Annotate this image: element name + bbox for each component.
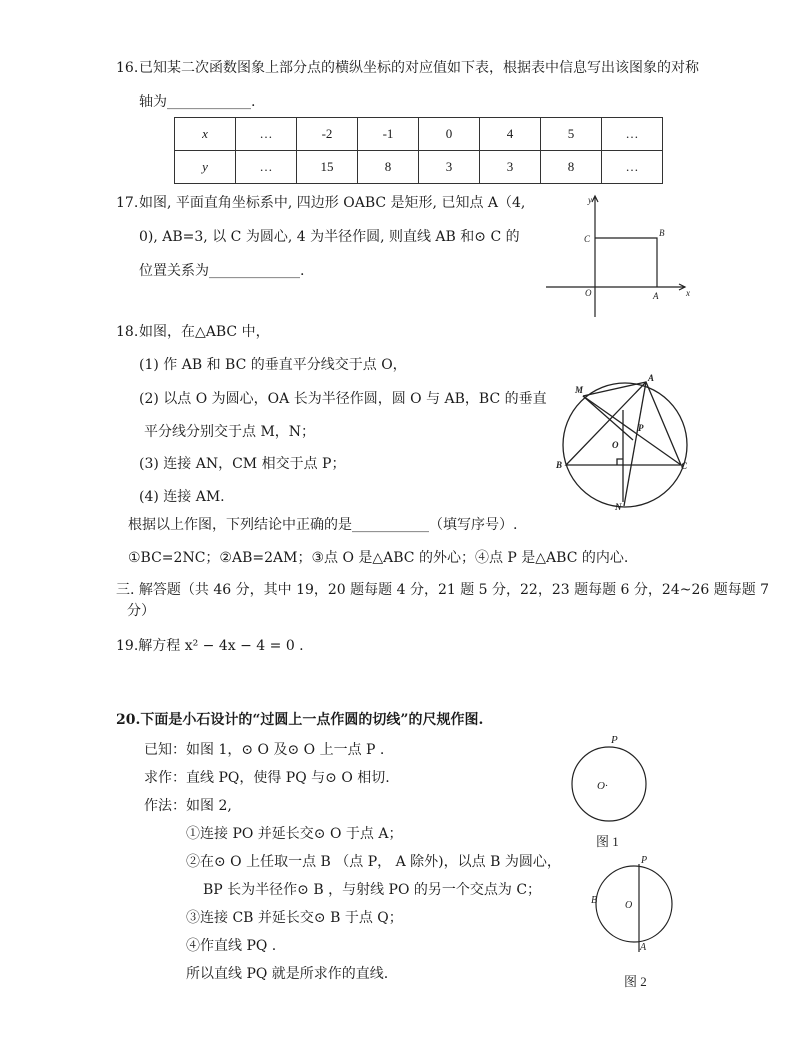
circumcircle bbox=[563, 383, 687, 507]
q20-step3: ③连接 CB 并延长交⊙ B 于点 Q； bbox=[186, 910, 403, 926]
label-o: O· bbox=[597, 780, 608, 792]
label-o: O bbox=[612, 440, 619, 450]
label-a: A bbox=[640, 942, 647, 953]
label-a: A bbox=[653, 291, 659, 301]
q20-step2-line1: ②在⊙ O 上任取一点 B （点 P， A 除外)，以点 B 为圆心， bbox=[186, 854, 561, 870]
right-angle-mark bbox=[617, 459, 623, 465]
label-o: O bbox=[585, 288, 592, 298]
label-p: P bbox=[641, 855, 648, 866]
q18-step1: (1) 作 AB 和 BC 的垂直平分线交于点 O， bbox=[139, 357, 407, 373]
q16-text-line1: 已知某二次函数图象上部分点的横纵坐标的对应值如下表，根据表中信息写出该图象的对称 bbox=[139, 60, 699, 76]
q17-text-line2: 0), AB=3, 以 C 为圆心, 4 为半径作圆, 则直线 AB 和⊙ C 的 bbox=[139, 229, 520, 245]
table-cell: y bbox=[175, 151, 236, 184]
label-p: P bbox=[638, 423, 644, 433]
label-o: O bbox=[625, 900, 633, 911]
label-m: M bbox=[575, 385, 584, 395]
q20-known: 已知：如图 1，⊙ O 及⊙ O 上一点 P . bbox=[144, 742, 385, 758]
table-cell: … bbox=[602, 151, 663, 184]
q17-text-line3: 位置关系为_____________. bbox=[139, 263, 305, 279]
label-b: B bbox=[659, 228, 665, 238]
table-row bbox=[175, 151, 663, 184]
q17-text-line1: 如图, 平面直角坐标系中, 四边形 OABC 是矩形, 已知点 A（4, bbox=[139, 195, 526, 211]
figure1-caption: 图 1 bbox=[596, 834, 619, 849]
label-b: B bbox=[556, 460, 563, 470]
label-c: C bbox=[681, 461, 688, 471]
circle-o bbox=[596, 866, 672, 942]
q20-figure2 bbox=[584, 852, 684, 992]
q20-step2-line2: BP 长为半径作⊙ B ，与射线 PO 的另一个交点为 C； bbox=[203, 882, 542, 898]
q19-equation: 19.解方程 x² − 4x − 4 = 0 . bbox=[116, 638, 304, 654]
label-a: A bbox=[648, 373, 655, 383]
q17-coordinate-figure bbox=[540, 192, 700, 322]
table-cell: … bbox=[602, 118, 663, 151]
q18-step2-line2: 平分线分别交于点 M，N； bbox=[144, 424, 316, 440]
table-cell: x bbox=[175, 118, 236, 151]
label-n: N bbox=[615, 502, 622, 512]
label-y: y bbox=[588, 195, 592, 205]
label-x: x bbox=[686, 288, 690, 298]
q18-options: ①BC=2NC；②AB=2AM；③点 O 是△ABC 的外心；④点 P 是△ABC 的内心. bbox=[128, 550, 629, 566]
table-cell: 3 bbox=[480, 151, 541, 184]
table-cell: 15 bbox=[297, 151, 358, 184]
q20-conclusion: 所以直线 PQ 就是所求作的直线. bbox=[186, 966, 389, 982]
q20-step4: ④作直线 PQ . bbox=[186, 938, 277, 954]
q18-step4: (4) 连接 AM. bbox=[139, 489, 225, 505]
table-cell: 8 bbox=[541, 151, 602, 184]
table-cell: 4 bbox=[480, 118, 541, 151]
q18-circle-figure bbox=[553, 370, 703, 515]
table-cell: 3 bbox=[419, 151, 480, 184]
q18-number: 18. bbox=[116, 324, 139, 340]
q17-number: 17. bbox=[116, 195, 139, 211]
label-p: P bbox=[611, 734, 618, 746]
q20-figure1 bbox=[564, 730, 664, 850]
circle-o bbox=[572, 747, 646, 821]
table-cell: … bbox=[236, 118, 297, 151]
table-cell: … bbox=[236, 151, 297, 184]
table-cell: 0 bbox=[419, 118, 480, 151]
table-row bbox=[175, 118, 663, 151]
q16-value-table bbox=[174, 117, 663, 184]
section3-heading-line1: 三. 解答题（共 46 分，其中 19，20 题每题 4 分，21 题 5 分，22，23 题每题 6 分，24~26 题每题 7 bbox=[116, 582, 770, 598]
q18-intro: 如图，在△ABC 中， bbox=[139, 324, 270, 340]
label-c: C bbox=[584, 234, 591, 244]
table-cell: -2 bbox=[297, 118, 358, 151]
q20-method: 作法：如图 2, bbox=[144, 798, 232, 814]
label-b: B bbox=[591, 895, 598, 906]
q16-number: 16. bbox=[116, 60, 139, 76]
q18-step2-line1: (2) 以点 O 为圆心，OA 长为半径作圆，圆 O 与 AB，BC 的垂直 bbox=[139, 391, 547, 407]
q18-question: 根据以上作图，下列结论中正确的是___________（填写序号）. bbox=[128, 517, 518, 533]
q20-find: 求作：直线 PQ，使得 PQ 与⊙ O 相切. bbox=[144, 770, 390, 786]
section3-heading-line2: 分） bbox=[127, 603, 155, 619]
table-cell: -1 bbox=[358, 118, 419, 151]
figure2-caption: 图 2 bbox=[624, 974, 647, 989]
q20-title: 20.下面是小石设计的“过圆上一点作圆的切线”的尺规作图. bbox=[116, 712, 484, 728]
q20-step1: ①连接 PO 并延长交⊙ O 于点 A； bbox=[186, 826, 403, 842]
q18-step3: (3) 连接 AN，CM 相交于点 P； bbox=[139, 456, 346, 472]
table-cell: 8 bbox=[358, 151, 419, 184]
rectangle-oabc bbox=[595, 238, 657, 287]
q16-text-line2: 轴为____________. bbox=[139, 94, 256, 110]
table-cell: 5 bbox=[541, 118, 602, 151]
